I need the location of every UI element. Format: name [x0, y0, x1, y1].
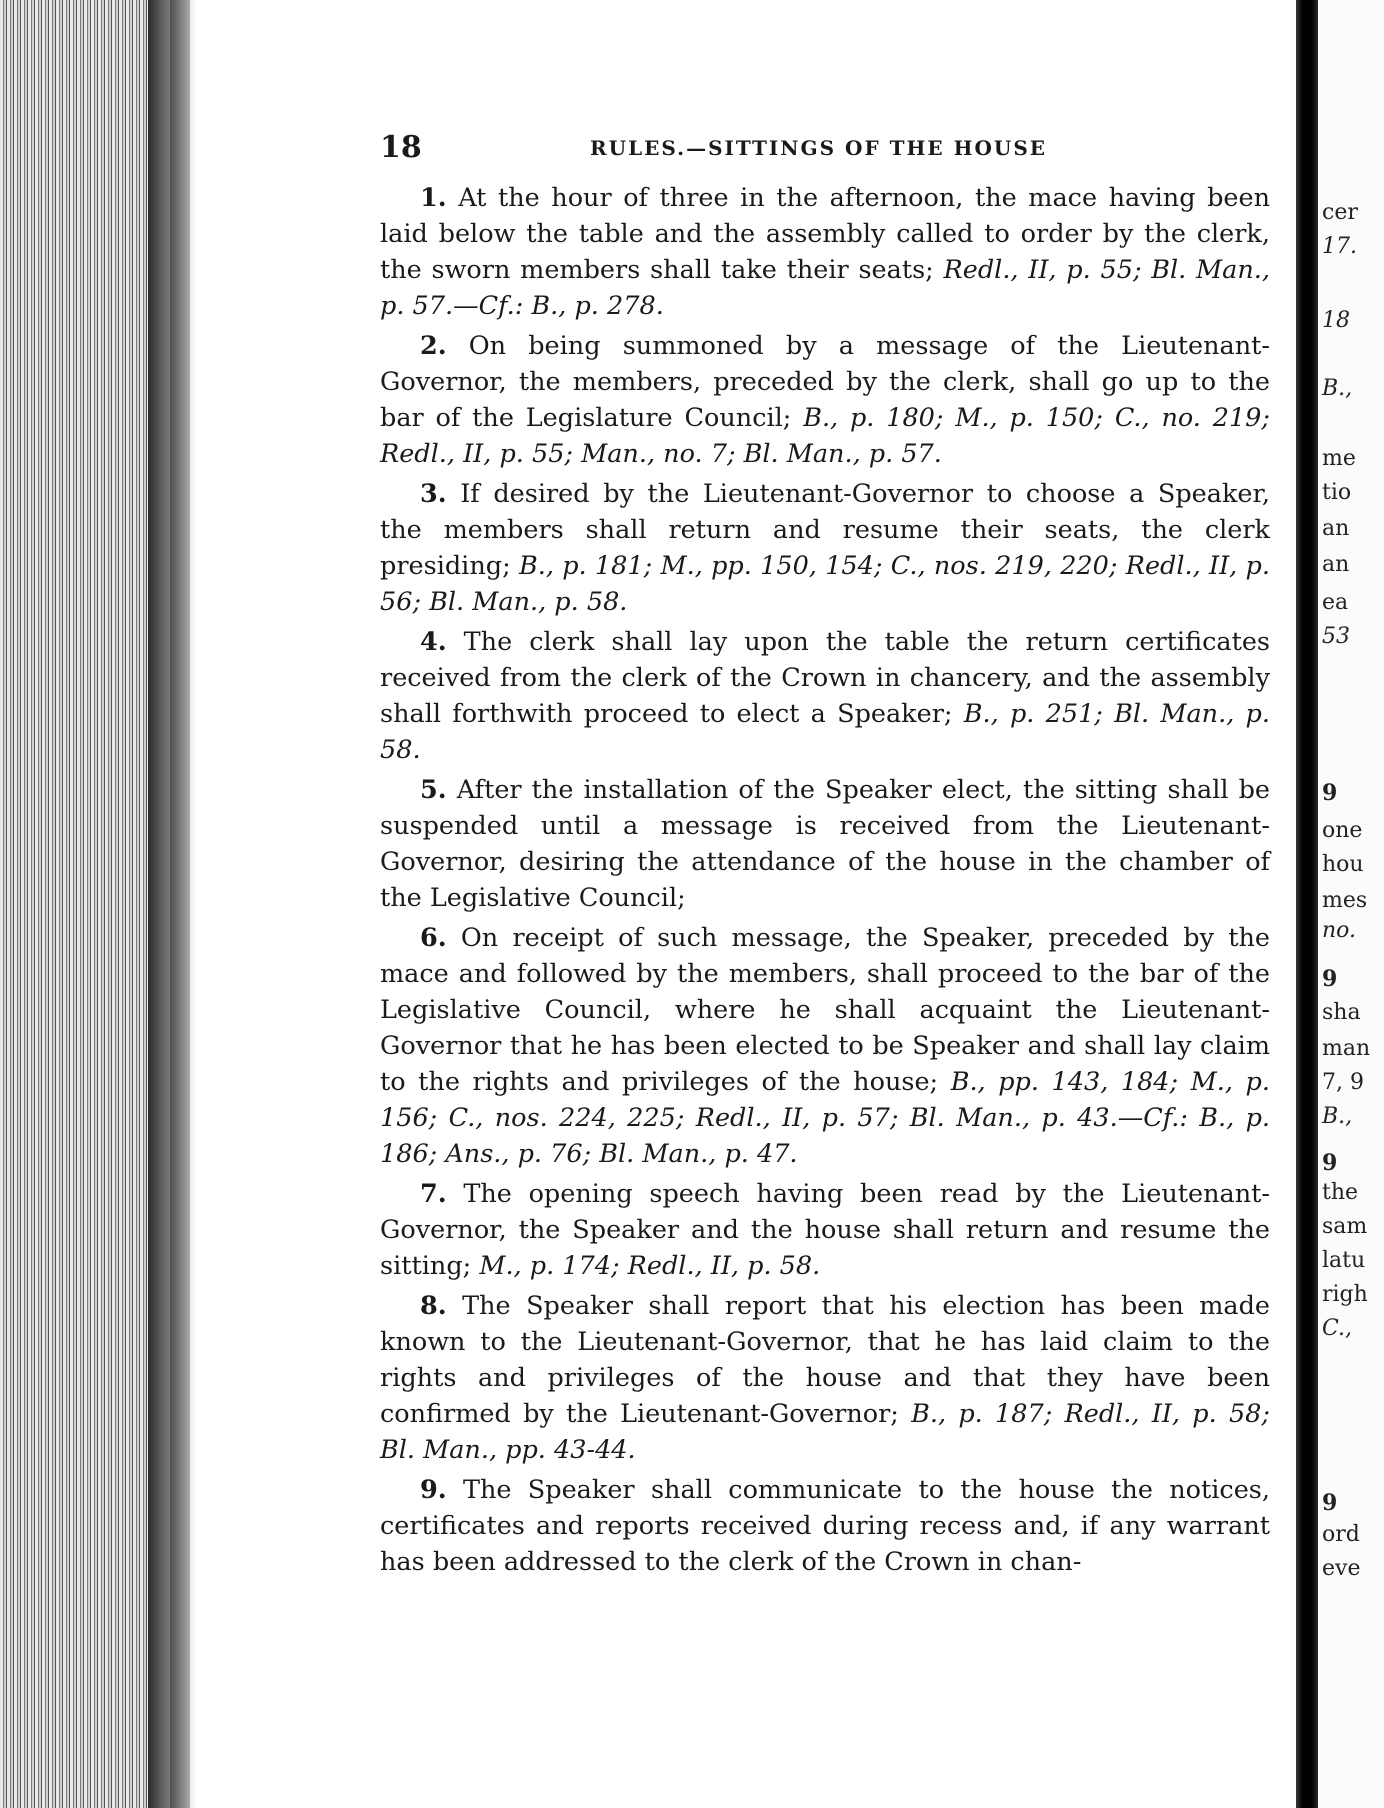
rule-text: The Speaker shall report that his election has been made known to the Lieutenant-Governor, that he has laid claim to the rights and privileges of the house and that they have been confirmed by the Lieutenant-Governor;	[380, 1291, 1271, 1429]
rule-citation: B., p. 251; Bl. Man., p. 58.	[380, 699, 1270, 765]
facing-page-text: 9	[1322, 1150, 1338, 1176]
facing-page-text: mes	[1322, 888, 1368, 913]
facing-page-text: the	[1322, 1180, 1359, 1205]
rule-number: 2.	[420, 331, 447, 361]
facing-page-text: me	[1322, 446, 1356, 471]
rule-number: 7.	[420, 1179, 447, 1209]
rule-text: At the hour of three in the afternoon, the mace having been laid below the table and the assembly called to order by the clerk, the sworn members shall take their seats;	[380, 183, 1271, 285]
rule-number: 8.	[420, 1291, 447, 1321]
rule-paragraph	[380, 1288, 1270, 1468]
running-head-title: RULES.—SITTINGS OF THE HOUSE	[590, 136, 1048, 160]
facing-page-text: 17.	[1322, 234, 1357, 259]
rule-paragraph	[380, 772, 1270, 916]
rule-text: On receipt of such message, the Speaker, preceded by the mace and followed by the members, shall proceed to the bar of the Legislative Council, where he shall acquaint the Lieutenant-Governor that he has been elected to be Speaker and shall lay claim to the rights and privileges of the house;	[380, 923, 1271, 1097]
page-edges	[0, 0, 190, 1808]
rule-text: After the installation of the Speaker elect, the sitting shall be suspended until a message is received from the Lieutenant-Governor, desiring the attendance of the house in the chamber of the Legislative Council;	[380, 775, 1270, 913]
facing-page-text: C.,	[1322, 1316, 1353, 1341]
rule-number: 1.	[420, 183, 447, 213]
facing-page-fragment	[1318, 0, 1384, 1808]
rule-paragraph	[380, 1176, 1270, 1284]
rule-number: 6.	[420, 923, 447, 953]
facing-page-text: cer	[1322, 200, 1358, 225]
rule-paragraph	[380, 920, 1270, 1172]
rule-number: 4.	[420, 627, 447, 657]
facing-page-text: 9	[1322, 780, 1338, 806]
facing-page-text: B.,	[1322, 376, 1353, 401]
facing-page-text: 18	[1322, 308, 1350, 333]
rule-text: If desired by the Lieutenant-Governor to choose a Speaker, the members shall return and resume their seats, the clerk presiding;	[380, 479, 1270, 581]
rule-text: The Speaker shall communicate to the house the notices, certificates and reports received during recess and, if any warrant has been addressed to the clerk of the Crown in chan-	[380, 1475, 1270, 1577]
facing-page-text: no.	[1322, 918, 1357, 943]
page-number: 18	[380, 130, 422, 165]
rule-number: 5.	[420, 775, 447, 805]
facing-page-text: eve	[1322, 1556, 1361, 1581]
rule-paragraph	[380, 1472, 1270, 1580]
rule-paragraph	[380, 624, 1270, 768]
rule-number: 9.	[420, 1475, 447, 1505]
facing-page-text: 7, 9	[1322, 1070, 1364, 1095]
facing-page-text: righ	[1322, 1282, 1368, 1307]
facing-page-text: 9	[1322, 966, 1338, 992]
facing-page-text: man	[1322, 1036, 1371, 1061]
facing-page-text: ord	[1322, 1522, 1360, 1547]
facing-page-text: ea	[1322, 590, 1349, 615]
facing-page-text: an	[1322, 516, 1350, 541]
rule-paragraph	[380, 328, 1270, 472]
rule-citation: M., p. 174; Redl., II, p. 58.	[479, 1251, 821, 1281]
facing-page-text: one	[1322, 818, 1363, 843]
rules-list	[380, 180, 1270, 1580]
rule-text: The clerk shall lay upon the table the return certificates received from the clerk of the Crown in chancery, and the assembly shall forthwith proceed to elect a Speaker;	[380, 627, 1270, 729]
facing-page-text: sha	[1322, 1000, 1361, 1025]
rule-citation: B., pp. 143, 184; M., p. 156; C., nos. 224, 225; Redl., II, p. 57; Bl. Man., p. 43.—Cf.: B., p. 186; Ans., p. 76; Bl. Man., p. 47.	[380, 1067, 1270, 1169]
facing-page-text: 53	[1322, 624, 1350, 649]
rule-paragraph	[380, 180, 1270, 324]
rule-citation: B., p. 187; Redl., II, p. 58; Bl. Man., pp. 43-44.	[380, 1399, 1270, 1465]
rule-text: The opening speech having been read by the Lieutenant-Governor, the Speaker and the house shall return and resume the sitting;	[380, 1179, 1270, 1281]
rule-text: On being summoned by a message of the Lieutenant-Governor, the members, preceded by the clerk, shall go up to the bar of the Legislature Council;	[380, 331, 1270, 433]
facing-page-text: an	[1322, 552, 1350, 577]
facing-page-text: 9	[1322, 1490, 1338, 1516]
rule-citation: B., p. 181; M., pp. 150, 154; C., nos. 219, 220; Redl., II, p. 56; Bl. Man., p. 58.	[380, 551, 1270, 617]
book-gutter	[1296, 0, 1318, 1808]
facing-page-text: latu	[1322, 1248, 1366, 1273]
facing-page-text: sam	[1322, 1214, 1368, 1239]
rule-paragraph	[380, 476, 1270, 620]
rule-citation: Redl., II, p. 55; Bl. Man., p. 57.—Cf.: B., p. 278.	[380, 255, 1270, 321]
facing-page-text: hou	[1322, 852, 1364, 877]
facing-page-text: B.,	[1322, 1104, 1353, 1129]
rule-number: 3.	[420, 479, 447, 509]
facing-page-text: tio	[1322, 480, 1352, 505]
rule-citation: B., p. 180; M., p. 150; C., no. 219; Redl., II, p. 55; Man., no. 7; Bl. Man., p. 57.	[380, 403, 1270, 469]
book-page	[380, 130, 1270, 1584]
running-head	[380, 130, 1270, 180]
edge-shadow	[170, 0, 196, 1808]
